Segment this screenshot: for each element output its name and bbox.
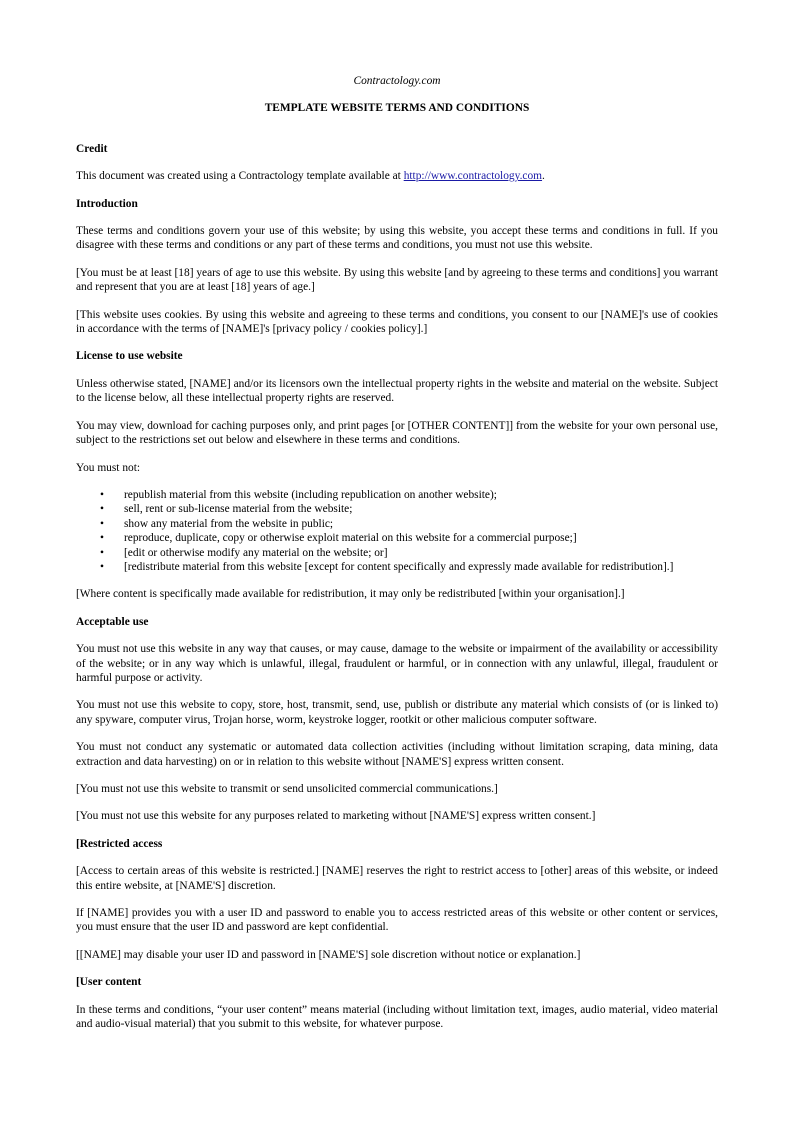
- contractology-link[interactable]: http://www.contractology.com: [403, 170, 543, 183]
- introduction-paragraph-3: [This website uses cookies. By using this website and agreeing to these terms and conditions, you consent to our [NAME]'s use of cookies in accordance with the terms of [NAME]'s [privacy policy / cookies policy].]: [76, 308, 718, 336]
- document-page: [76, 74, 718, 1044]
- credit-end: .: [542, 170, 545, 183]
- acceptable-paragraph-4: [You must not use this website to transmit or send unsolicited commercial communications.]: [76, 783, 498, 795]
- list-item: [76, 546, 718, 560]
- restricted-paragraph-1: [Access to certain areas of this website is restricted.] [NAME] reserves the right to restrict access to [other] areas of this website, or indeed this entire website, at [NAME'S] discretion.: [76, 865, 718, 892]
- credit-heading: Credit: [76, 142, 108, 155]
- list-item-text: [redistribute material from this website [except for content specifically and expressly made available for redistribution].]: [124, 560, 674, 573]
- restrictions-list: [76, 488, 718, 574]
- restricted-paragraph-3: [[NAME] may disable your user ID and password in [NAME'S] sole discretion without notice or explanation.]: [76, 948, 581, 961]
- credit-text: This document was created using a Contractology template available at: [76, 170, 404, 183]
- list-item-text: [edit or otherwise modify any material on the website; or]: [124, 546, 388, 559]
- user-content-paragraph-1: In these terms and conditions, “your user content” means material (including without limitation text, images, audio material, video material and audio-visual material) that you submit to this website, for whatever purpose.: [76, 1003, 718, 1031]
- bullet-icon: •: [100, 488, 104, 501]
- introduction-paragraph-2: [You must be at least [18] years of age to use this website. By using this website [and by agreeing to these terms and conditions] you warrant and represent that you are at least [18] years of age.]: [76, 266, 718, 294]
- credit-paragraph: [76, 169, 718, 183]
- site-name: Contractology.com: [353, 75, 441, 87]
- list-item: [76, 517, 718, 531]
- license-paragraph-4: [Where content is specifically made available for redistribution, it may only be redistributed [within your organisation].]: [76, 588, 625, 601]
- license-heading: License to use website: [76, 350, 183, 363]
- license-paragraph-3: You must not:: [76, 461, 141, 474]
- acceptable-paragraph-1: You must not use this website in any way that causes, or may cause, damage to the website or impairment of the availability or accessibility of the website; or in any way which is unlawful, illegal, fraudulent or harmful, or in connection with any unlawful, illegal, fraudulent or harmful purpose or activity.: [76, 643, 718, 684]
- acceptable-use-heading: Acceptable use: [76, 615, 149, 628]
- list-item: [76, 502, 718, 516]
- restricted-access-heading: [Restricted access: [76, 837, 163, 850]
- restricted-paragraph-2: If [NAME] provides you with a user ID and password to enable you to access restricted areas of this website or other content or services, you must ensure that the user ID and password are kept confidential.: [76, 907, 718, 934]
- list-item-text: show any material from the website in public;: [124, 517, 334, 530]
- list-item-text: republish material from this website (including republication on another website);: [124, 488, 497, 501]
- list-item: [76, 488, 718, 502]
- acceptable-paragraph-2: You must not use this website to copy, store, host, transmit, send, use, publish or distribute any material which consists of (or is linked to) any spyware, computer virus, Trojan horse, worm, keystroke logger, rootkit or other malicious computer software.: [76, 699, 718, 726]
- introduction-heading: Introduction: [76, 197, 138, 210]
- bullet-icon: •: [100, 517, 104, 530]
- user-content-heading: [User content: [76, 976, 142, 989]
- list-item: [76, 531, 718, 545]
- acceptable-paragraph-3: You must not conduct any systematic or automated data collection activities (including without limitation scraping, data mining, data extraction and data harvesting) on or in relation to this website without [NAME'S] express written consent.: [76, 741, 718, 768]
- acceptable-paragraph-5: [You must not use this website for any purposes related to marketing without [NAME'S] express written consent.]: [76, 810, 596, 823]
- list-item: [76, 560, 718, 574]
- introduction-paragraph-1: These terms and conditions govern your use of this website; by using this website, you accept these terms and conditions in full. If you disagree with these terms and conditions or any part of these terms and conditions, you must not use this website.: [76, 225, 718, 252]
- list-item-text: sell, rent or sub-license material from the website;: [124, 503, 353, 516]
- bullet-icon: •: [100, 560, 104, 573]
- license-paragraph-1: Unless otherwise stated, [NAME] and/or its licensors own the intellectual property rights in the website and material on the website. Subject to the license below, all these intellectual property rights are reserved.: [76, 377, 718, 405]
- document-title: TEMPLATE WEBSITE TERMS AND CONDITIONS: [264, 102, 530, 115]
- bullet-icon: •: [100, 532, 104, 545]
- bullet-icon: •: [100, 503, 104, 516]
- bullet-icon: •: [100, 546, 104, 559]
- list-item-text: reproduce, duplicate, copy or otherwise exploit material on this website for a commercial purpose;]: [124, 532, 577, 545]
- license-paragraph-2: You may view, download for caching purposes only, and print pages [or [OTHER CONTENT]] from the website for your own personal use, subject to the restrictions set out below and elsewhere in these terms and conditions.: [76, 419, 718, 447]
